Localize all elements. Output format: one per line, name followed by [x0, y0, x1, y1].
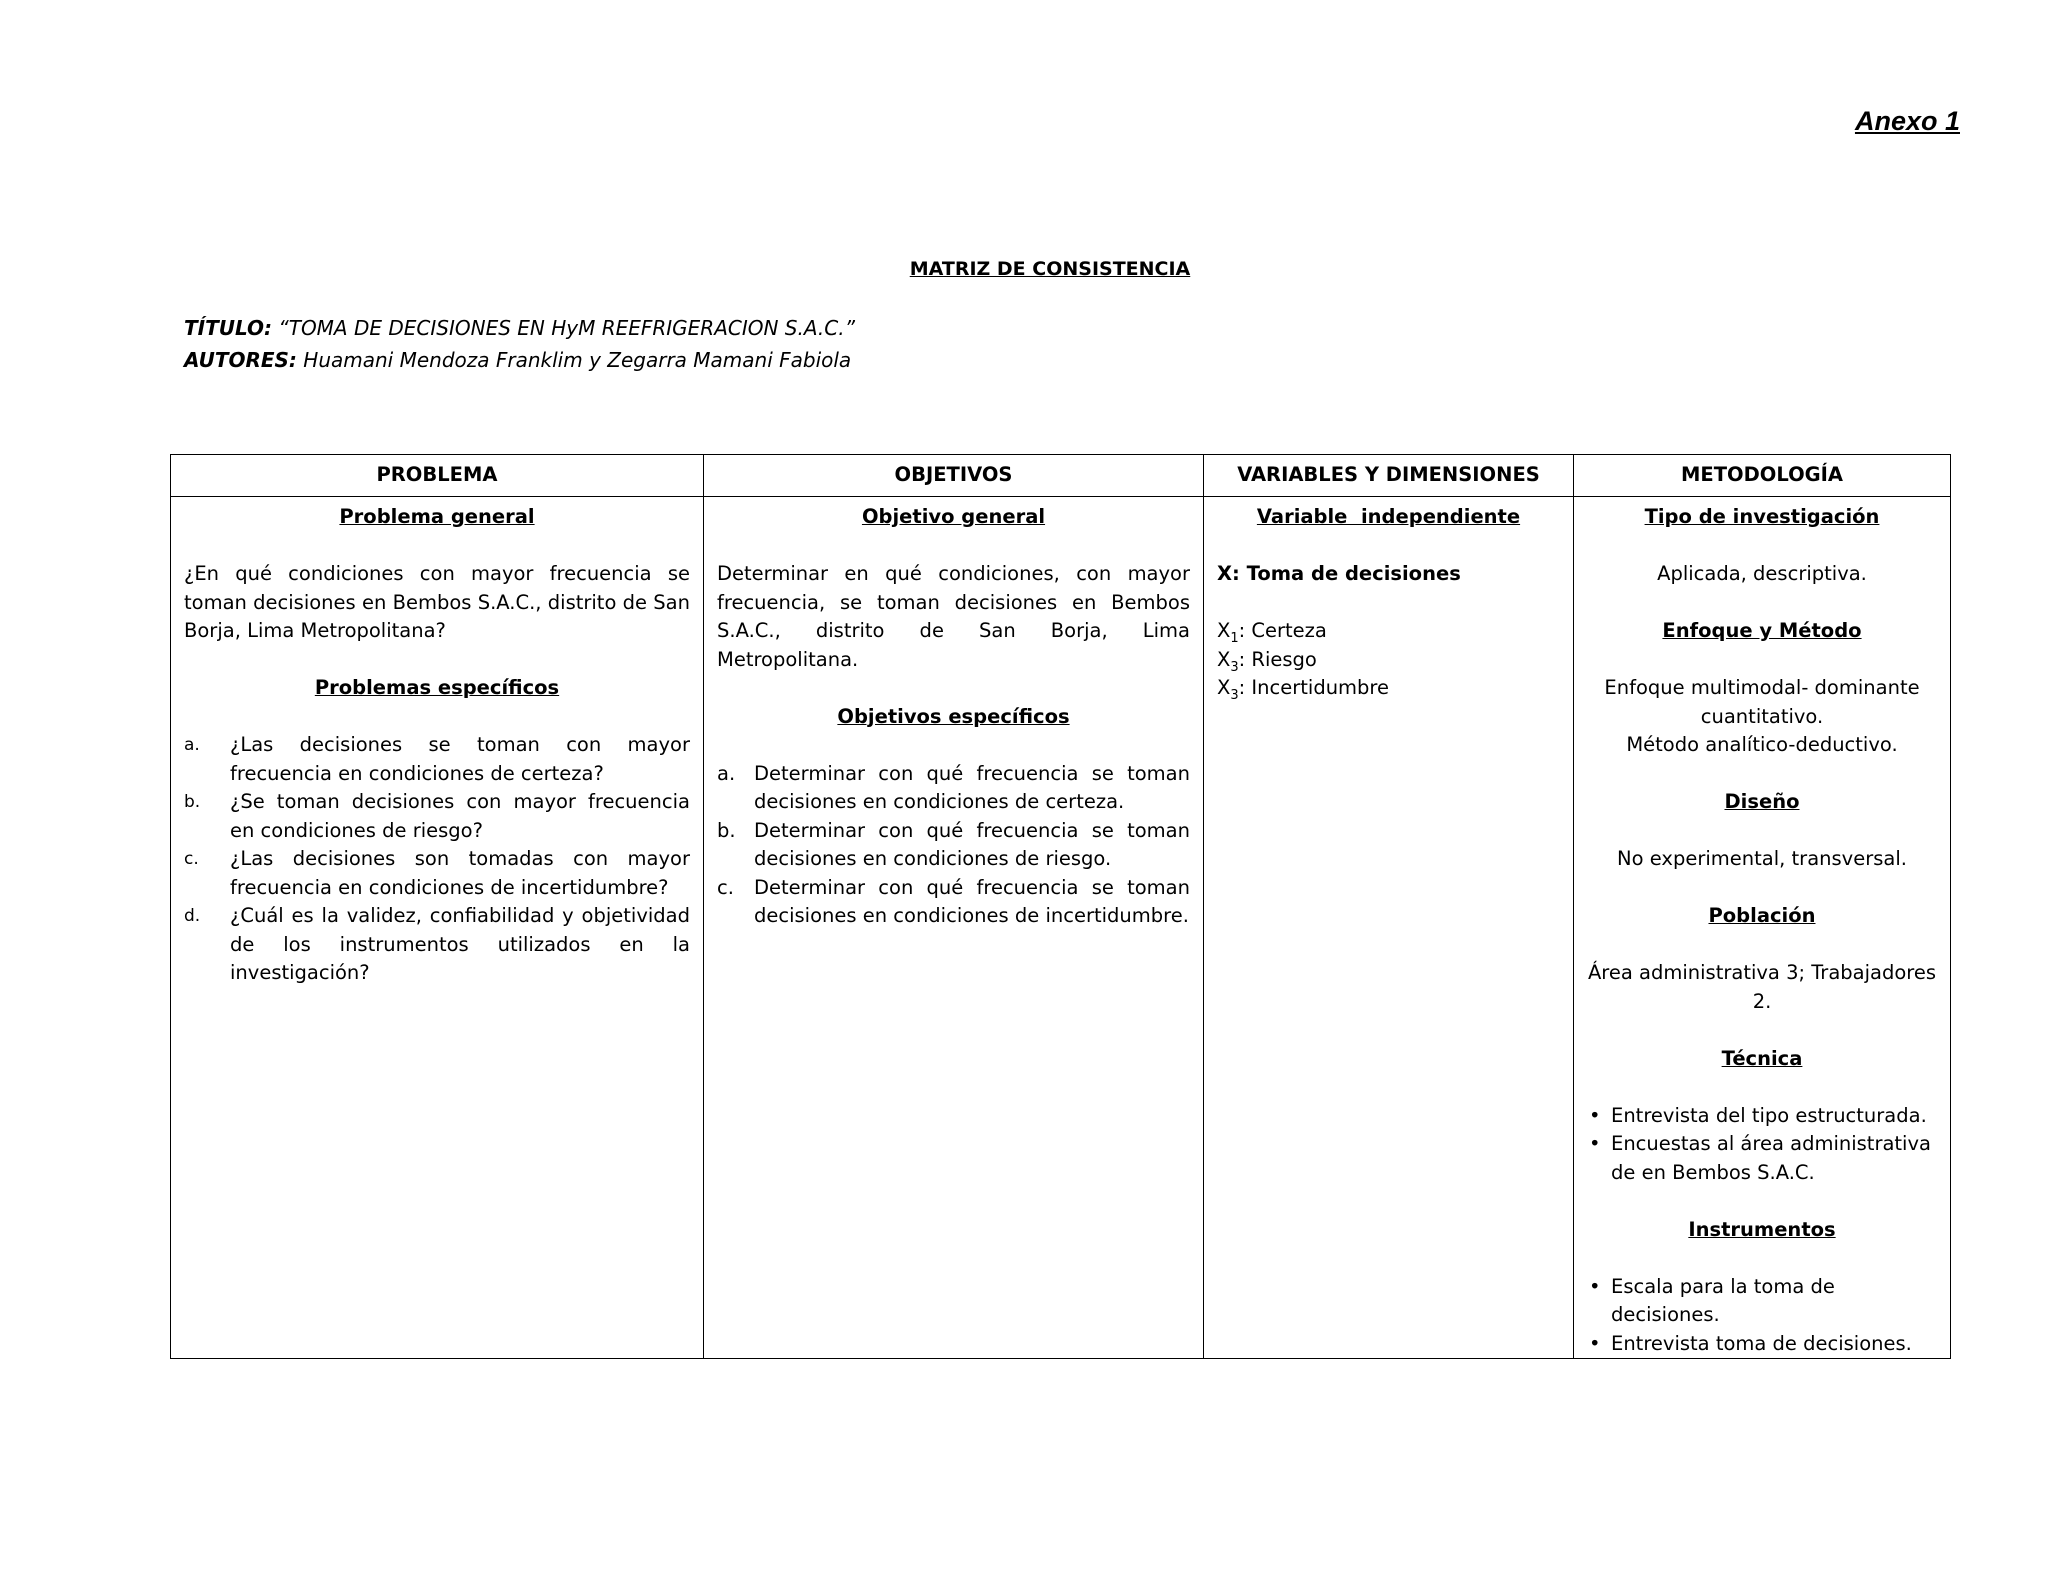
- list-item-text: Determinar con qué frecuencia se toman decisiones en condiciones de incertidumbre.: [754, 875, 1190, 927]
- list-marker: b.: [184, 792, 201, 812]
- list-item: [184, 731, 690, 788]
- list-item: [717, 874, 1190, 931]
- diseno-text: No experimental, transversal.: [1617, 847, 1907, 870]
- list-item-text: ¿Las decisiones se toman con mayor frecuencia en condiciones de certeza?: [230, 733, 690, 785]
- tipo-heading: Tipo de investigación: [1644, 505, 1880, 528]
- authors-line: [184, 348, 851, 372]
- instrumentos-heading: Instrumentos: [1688, 1217, 1836, 1241]
- list-item-text: Encuestas al área administrativa de en Bembos S.A.C.: [1611, 1132, 1931, 1184]
- dimension-label: : Incertidumbre: [1238, 676, 1390, 699]
- dimension-label: : Certeza: [1238, 619, 1327, 642]
- authors-value: Huamani Mendoza Franklim y Zegarra Mamani Fabiola: [303, 348, 852, 372]
- objetivo-general-heading: Objetivo general: [861, 505, 1046, 528]
- table-row: [171, 497, 1951, 1359]
- tecnica-heading: Técnica: [1721, 1046, 1803, 1070]
- poblacion-text: Área administrativa 3; Trabajadores 2.: [1587, 961, 1937, 1013]
- header-variables: VARIABLES Y DIMENSIONES: [1204, 455, 1574, 497]
- bullet-icon: •: [1589, 1331, 1601, 1355]
- document-title: MATRIZ DE CONSISTENCIA: [909, 258, 1191, 280]
- bullet-icon: •: [1589, 1274, 1601, 1298]
- list-item: [1587, 1102, 1937, 1131]
- bullet-icon: •: [1589, 1132, 1601, 1155]
- dimension-subscript: 3: [1230, 687, 1239, 703]
- list-marker: b.: [717, 818, 736, 842]
- header-objetivos: OBJETIVOS: [704, 455, 1204, 497]
- metodo-text: Método analítico-deductivo.: [1626, 733, 1898, 756]
- objetivos-especificos-heading: Objetivos específicos: [837, 704, 1070, 728]
- list-item: [717, 817, 1190, 874]
- list-marker: d.: [184, 906, 201, 926]
- metodologia-cell: [1574, 497, 1951, 1359]
- dimension-symbol: X: [1217, 619, 1231, 642]
- list-marker: a.: [717, 761, 736, 785]
- diseno-heading: Diseño: [1724, 790, 1800, 813]
- list-item-text: ¿Cuál es la validez, confiabilidad y objetividad de los instrumentos utilizados en la investigación?: [230, 904, 690, 984]
- variables-cell: [1204, 497, 1574, 1359]
- dimension-item: [1217, 674, 1560, 703]
- header-problema: PROBLEMA: [171, 455, 704, 497]
- list-item: [184, 902, 690, 988]
- annex-label: Anexo 1: [1854, 106, 1960, 136]
- dimension-subscript: 1: [1230, 630, 1239, 646]
- problema-general-text: ¿En qué condiciones con mayor frecuencia se toman decisiones en Bembos S.A.C., distrito de San Borja, Lima Metropolitana?: [184, 562, 690, 642]
- list-item: [717, 760, 1190, 817]
- list-item: [184, 788, 690, 845]
- bullet-icon: •: [1589, 1103, 1601, 1127]
- list-marker: c.: [717, 875, 734, 899]
- problema-general-heading: Problema general: [339, 505, 535, 528]
- title-label: TÍTULO:: [184, 316, 272, 340]
- enfoque-heading: Enfoque y Método: [1662, 619, 1862, 642]
- list-marker: c.: [184, 849, 199, 869]
- list-item-text: Entrevista toma de decisiones.: [1611, 1331, 1912, 1355]
- table-header-row: [171, 455, 1951, 497]
- dimension-item: [1217, 617, 1560, 646]
- list-item-text: Entrevista del tipo estructurada.: [1611, 1103, 1927, 1127]
- consistency-matrix-table: [170, 454, 1951, 1359]
- problema-cell: [171, 497, 704, 1359]
- authors-label: AUTORES:: [184, 348, 297, 372]
- list-item: [1587, 1330, 1937, 1359]
- objetivos-cell: [704, 497, 1204, 1359]
- dimension-symbol: X: [1217, 676, 1231, 699]
- enfoque-text: Enfoque multimodal- dominante cuantitativo.: [1604, 676, 1920, 728]
- list-item: [1587, 1273, 1937, 1330]
- dimension-label: : Riesgo: [1238, 647, 1317, 671]
- list-item-text: ¿Se toman decisiones con mayor frecuencia en condiciones de riesgo?: [230, 790, 690, 842]
- list-item: [1587, 1130, 1937, 1187]
- variable-name: X: Toma de decisiones: [1217, 562, 1461, 585]
- dimension-symbol: X: [1217, 647, 1231, 671]
- instrumentos-list: [1587, 1273, 1937, 1359]
- poblacion-heading: Población: [1708, 904, 1816, 927]
- dimension-item: [1217, 646, 1560, 675]
- title-line: [184, 316, 855, 340]
- tecnica-list: [1587, 1102, 1937, 1188]
- list-item: [184, 845, 690, 902]
- list-item-text: Determinar con qué frecuencia se toman decisiones en condiciones de riesgo.: [754, 818, 1190, 870]
- header-metodologia: METODOLOGÍA: [1574, 455, 1951, 497]
- list-item-text: Determinar con qué frecuencia se toman decisiones en condiciones de certeza.: [754, 761, 1190, 813]
- problemas-especificos-heading: Problemas específicos: [314, 676, 560, 699]
- variable-independiente-heading: Variable independiente: [1256, 505, 1521, 528]
- list-item-text: ¿Las decisiones son tomadas con mayor frecuencia en condiciones de incertidumbre?: [230, 847, 690, 899]
- problemas-especificos-list: [184, 731, 690, 988]
- list-marker: a.: [184, 735, 200, 755]
- tipo-text: Aplicada, descriptiva.: [1657, 562, 1867, 585]
- title-value: “TOMA DE DECISIONES EN HyM REEFRIGERACION S.A.C.”: [278, 316, 855, 340]
- objetivo-general-text: Determinar en qué condiciones, con mayor frecuencia, se toman decisiones en Bembos S.A.C., distrito de San Borja, Lima Metropolitana.: [717, 562, 1190, 671]
- list-item-text: Escala para la toma de decisiones.: [1611, 1274, 1835, 1326]
- objetivos-especificos-list: [717, 760, 1190, 931]
- dimension-subscript: 3: [1230, 659, 1239, 675]
